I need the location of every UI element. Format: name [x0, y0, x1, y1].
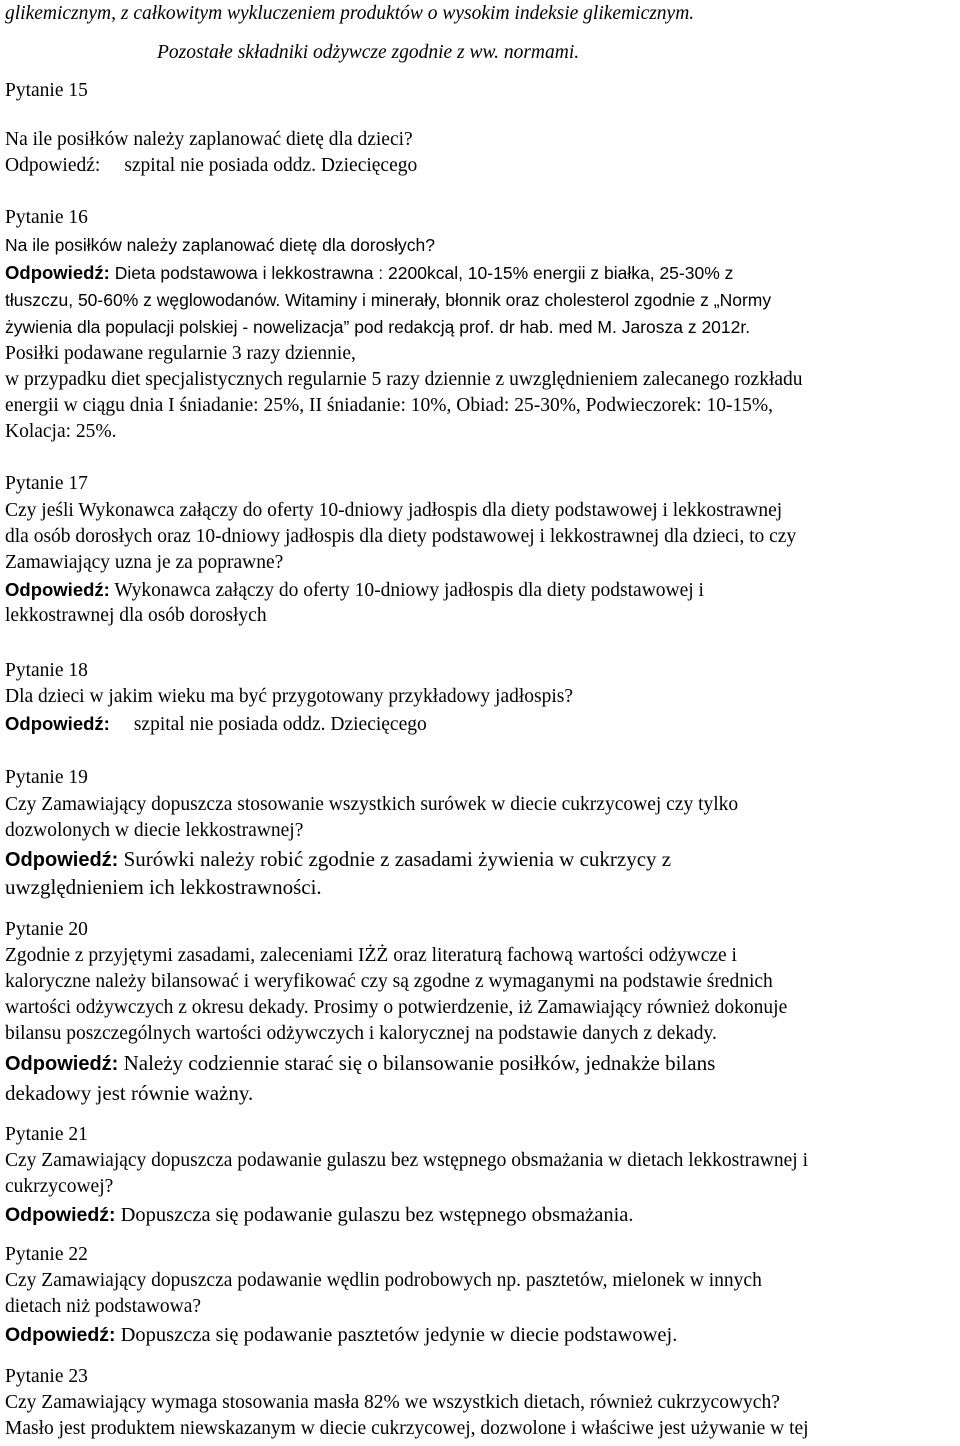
q17-question-line-2: dla osób dorosłych oraz 10-dniowy jadłospis dla diety podstawowej i lekkostrawnej dla dzieci, to czy [5, 526, 797, 547]
q20-question-line-2: kaloryczne należy bilansować i weryfikować czy są zgodne z wymaganymi na podstawie średnich [5, 971, 773, 992]
q22-heading: Pytanie 22 [5, 1244, 88, 1265]
q22-question-line-2: dietach niż podstawowa? [5, 1296, 202, 1317]
q18-question: Dla dzieci w jakim wieku ma być przygotowany przykładowy jadłospis? [5, 686, 574, 707]
q22-question-line-1: Czy Zamawiający dopuszcza podawanie wędlin podrobowych np. pasztetów, mielonek w innych [5, 1270, 762, 1291]
q20-answer-line-2: dekadowy jest równie ważny. [5, 1081, 254, 1105]
q21-question-line-2: cukrzycowej? [5, 1176, 114, 1197]
q16-answer-text-1: Dieta podstawowa i lekkostrawna : 2200kcal, 10-15% energii z białka, 25-30% z [114, 263, 734, 283]
q20-question-line-3: wartości odżywczych z okresu dekady. Prosimy o potwierdzenie, iż Zamawiający również dokonuje [5, 997, 788, 1018]
q20-heading: Pytanie 20 [5, 919, 88, 940]
q22-answer [5, 1322, 677, 1348]
q21-answer-text: Dopuszcza się podawanie gulaszu bez wstępnego obsmażania. [120, 1204, 634, 1226]
q16-heading: Pytanie 16 [5, 207, 88, 228]
q20-answer-label: Odpowiedź: [5, 1053, 119, 1075]
q17-heading: Pytanie 17 [5, 473, 88, 494]
intro-line-1: glikemicznym, z całkowitym wykluczeniem produktów o wysokim indeksie glikemicznym. [5, 3, 695, 24]
q22-answer-text: Dopuszcza się podawanie pasztetów jedynie w diecie podstawowej. [120, 1324, 678, 1346]
q19-answer-label: Odpowiedź: [5, 849, 119, 871]
q19-heading: Pytanie 19 [5, 767, 88, 788]
q19-answer-text-1: Surówki należy robić zgodnie z zasadami żywienia w cukrzycy z [123, 847, 672, 871]
q19-answer-line-1 [5, 846, 671, 873]
q16-answer-line-2: tłuszczu, 50-60% z węglowodanów. Witaminy i minerały, błonnik oraz cholesterol zgodnie z „Normy [5, 290, 772, 310]
q21-answer-label: Odpowiedź: [5, 1204, 116, 1226]
q16-answer-line-1 [5, 260, 733, 286]
q20-question-line-4: bilansu poszczególnych wartości odżywczych i kalorycznej na podstawie danych z dekady. [5, 1023, 717, 1044]
q17-question-line-1: Czy jeśli Wykonawca załączy do oferty 10-dniowy jadłospis dla diety podstawowej i lekkostrawnej [5, 500, 783, 521]
q18-heading: Pytanie 18 [5, 660, 88, 681]
q19-answer-line-2: uwzględnieniem ich lekkostrawności. [5, 875, 322, 899]
q19-question-line-1: Czy Zamawiający dopuszcza stosowanie wszystkich surówek w diecie cukrzycowej czy tylko [5, 794, 739, 815]
q17-answer-line-2: lekkostrawnej dla osób dorosłych [5, 605, 267, 626]
q15-answer [5, 153, 417, 179]
q16-answer-line-5: w przypadku diet specjalistycznych regularnie 5 razy dziennie z uwzględnieniem zalecanego rozkładu [5, 369, 803, 390]
q18-answer [5, 711, 427, 738]
q20-answer-line-1 [5, 1050, 715, 1077]
q23-question-line-2: Masło jest produktem niewskazanym w diecie cukrzycowej, dozwolone i właściwe jest używanie w tej [5, 1418, 809, 1439]
q23-heading: Pytanie 23 [5, 1366, 88, 1387]
q17-answer-label: Odpowiedź: [5, 579, 110, 600]
q16-answer-line-7: Kolacja: 25%. [5, 421, 117, 442]
q16-answer-line-4: Posiłki podawane regularnie 3 razy dziennie, [5, 343, 356, 364]
q16-answer-label: Odpowiedź: [5, 262, 110, 283]
q17-question-line-3: Zamawiający uzna je za poprawne? [5, 552, 284, 573]
intro-line-2: Pozostałe składniki odżywcze zgodnie z ww. normami. [157, 42, 580, 63]
q20-answer-text-1: Należy codziennie starać się o bilansowanie posiłków, jednakże bilans [123, 1051, 716, 1075]
q18-answer-text: szpital nie posiada oddz. Dziecięcego [133, 714, 427, 735]
q16-answer-line-6: energii w ciągu dnia I śniadanie: 25%, II śniadanie: 10%, Obiad: 25-30%, Podwieczorek: 10-15%, [5, 395, 774, 416]
q15-heading: Pytanie 15 [5, 80, 88, 101]
q23-question-line-1: Czy Zamawiający wymaga stosowania masła 82% we wszystkich dietach, również cukrzycowych? [5, 1392, 780, 1413]
q16-question: Na ile posiłków należy zaplanować dietę dla dorosłych? [5, 235, 435, 255]
q16-answer-line-3: żywienia dla populacji polskiej - nowelizacja” pod redakcją prof. dr hab. med M. Jarosza z 2012r. [5, 317, 751, 337]
q18-answer-label: Odpowiedź: [5, 713, 110, 734]
q21-answer [5, 1202, 634, 1228]
q21-heading: Pytanie 21 [5, 1124, 88, 1145]
q15-answer-text: szpital nie posiada oddz. Dziecięcego [124, 155, 418, 176]
q22-answer-label: Odpowiedź: [5, 1324, 116, 1346]
q15-answer-label: Odpowiedź: [5, 155, 101, 176]
q17-answer-line-1 [5, 577, 704, 604]
q21-question-line-1: Czy Zamawiający dopuszcza podawanie gulaszu bez wstępnego obsmażania w dietach lekkostrawnej i [5, 1150, 808, 1171]
q20-question-line-1: Zgodnie z przyjętymi zasadami, zaleceniami IŻŻ oraz literaturą fachową wartości odżywcze i [5, 945, 737, 966]
q19-question-line-2: dozwolonych w diecie lekkostrawnej? [5, 820, 304, 841]
q15-question: Na ile posiłków należy zaplanować dietę dla dzieci? [5, 129, 413, 150]
q17-answer-text-1: Wykonawca załączy do oferty 10-dniowy jadłospis dla diety podstawowej i [114, 580, 704, 601]
